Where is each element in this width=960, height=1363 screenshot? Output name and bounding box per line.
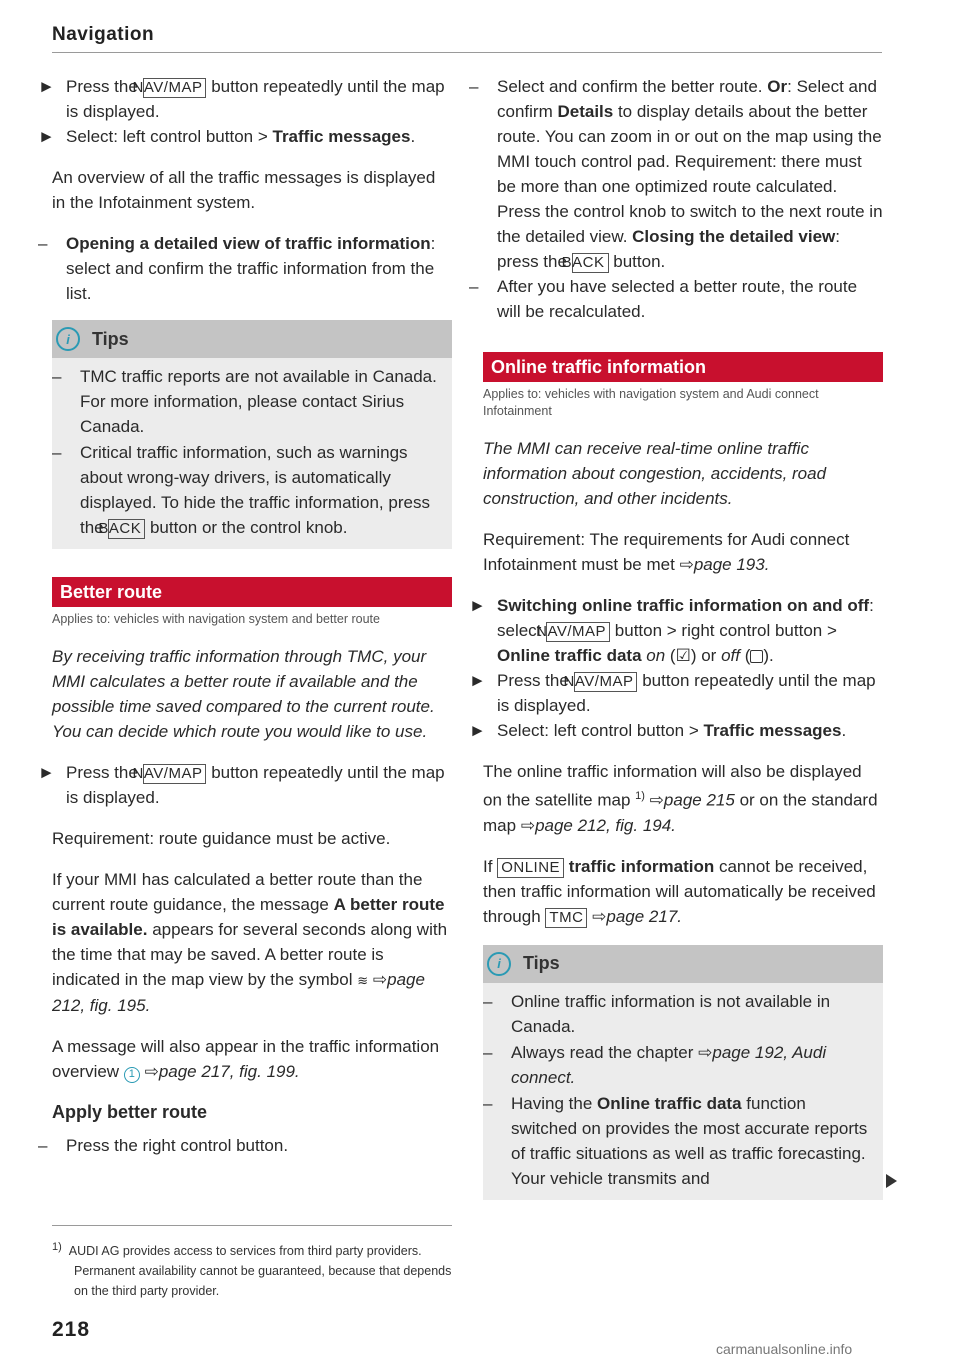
bullet-press-nav-map: ► Press the NAV/MAP button repeatedly until the map is displayed.: [483, 668, 883, 718]
nav-map-key: NAV/MAP: [143, 764, 207, 784]
overview-text: An overview of all the traffic messages is displayed in the Infotainment system.: [52, 168, 436, 212]
arrow-ref-icon: ⇨: [520, 815, 536, 835]
back-key: BACK: [572, 253, 609, 273]
back-key: BACK: [108, 519, 145, 539]
left-column: [38, 74, 452, 1158]
better-route-symbol-icon: ≋: [357, 973, 369, 988]
section-title: Navigation: [52, 24, 155, 45]
apply-item: – Press the right control button.: [38, 1136, 289, 1155]
page-number: 218: [52, 1318, 91, 1341]
arrow-ref-icon: ⇨: [649, 790, 664, 810]
page-header: [52, 24, 882, 53]
bullet-press-nav-map: ► Press the NAV/MAP button repeatedly until the map is displayed.: [52, 74, 452, 124]
nav-map-key: NAV/MAP: [574, 672, 638, 692]
tips-item: – Online traffic information is not available in Canada.: [483, 991, 831, 1036]
tips-box-2: [483, 945, 883, 1200]
info-icon: i: [56, 327, 80, 351]
watermark: carmanualsonline.info: [716, 1341, 853, 1357]
triangle-bullet-icon: ►: [38, 77, 55, 96]
tips-item: – TMC traffic reports are not available in Canada. For more information, please contact Sirius Canada.: [52, 367, 437, 436]
footnote: $^{1)}$ AUDI AG provides access to services from third party providers. Permanent availability cannot be guaranteed, because that depends on the third party provider.: [52, 1241, 452, 1299]
select-better-route-item: – Select and confirm the better route. Or: Select and confirm Details to display details about the better route. You can zoom in or out on the map using the MMI touch control pad. Requirement: there must be more than one optimized route calculated. Press the control knob to switch to the next route in the detailed view. Closing the detailed view: press the BACK button.: [469, 77, 883, 271]
bullet-select-traffic: ► Select: left control button > Traffic messages.: [52, 124, 452, 149]
detail-item: – Opening a detailed view of traffic information: select and confirm the traffic information from the list.: [38, 234, 436, 303]
callout-circle: 1: [124, 1067, 140, 1083]
checkbox-empty-icon: [750, 650, 763, 663]
arrow-ref-icon: ⇨: [592, 906, 607, 926]
arrow-ref-icon: ⇨: [144, 1062, 159, 1081]
online-intro: The MMI can receive real-time online traffic information about congestion, accidents, road construction, and other incidents.: [483, 439, 827, 508]
tips-header: i Tips: [483, 945, 883, 983]
arrow-ref-icon: ⇨: [372, 970, 388, 989]
arrow-ref-icon: ⇨: [679, 555, 694, 574]
apply-better-route-heading: Apply better route: [52, 1102, 208, 1122]
requirement-text: Requirement: route guidance must be active.: [52, 829, 391, 848]
triangle-bullet-icon: ►: [38, 127, 55, 146]
tmc-key: TMC: [545, 908, 587, 928]
after-item: – After you have selected a better route, the route will be recalculated.: [469, 277, 858, 321]
better-route-calc: If your MMI has calculated a better route than the current route guidance, the message A better route is available. appears for several seconds along with the time that may be saved. A better route is indicated in the map view by the symbol ≋ ⇨page 212, fig. 195.: [52, 870, 448, 1015]
online-key: ONLINE: [497, 858, 564, 878]
online-traffic-heading: Online traffic information: [483, 352, 883, 382]
bullet-switch-online: ► Switching online traffic information on and off: select NAV/MAP button > right control button > Online traffic data on (☑) or off ( ).: [483, 593, 883, 668]
footnote-divider: [52, 1225, 452, 1226]
tips-item: – Critical traffic information, such as warnings about wrong-way drivers, is automatically displayed. To hide the traffic information, press the BACK button or the control knob.: [52, 443, 430, 537]
requirement-text: Requirement: The requirements for Audi connect Infotainment must be met ⇨page 193.: [483, 530, 850, 574]
better-route-heading: Better route: [52, 577, 452, 607]
nav-map-key: NAV/MAP: [143, 78, 207, 98]
bullet-select-traffic: ► Select: left control button > Traffic messages.: [483, 718, 883, 743]
triangle-bullet-icon: ►: [469, 721, 486, 740]
tips-box-1: [52, 320, 452, 549]
triangle-bullet-icon: ►: [38, 763, 55, 782]
nav-map-key: NAV/MAP: [546, 622, 610, 642]
message-text: A message will also appear in the traffic information overview 1 ⇨page 217, fig. 199.: [52, 1037, 440, 1081]
satellite-text: The online traffic information will also be displayed on the satellite map $^{1)}$ ⇨page 215 or on the standard map ⇨page 212, fig. 194.: [483, 762, 878, 835]
info-icon: i: [487, 952, 511, 976]
arrow-ref-icon: ⇨: [698, 1042, 713, 1062]
bullet-press-nav-map: ► Press the NAV/MAP button repeatedly until the map is displayed.: [52, 760, 452, 810]
tips-header: i Tips: [52, 320, 452, 358]
continue-arrow-icon: [886, 1174, 897, 1188]
triangle-bullet-icon: ►: [469, 671, 486, 690]
better-route-intro: By receiving traffic information through TMC, your MMI calculates a better route if available and the possible time saved compared to the current route. You can decide which route you would like to use.: [52, 647, 435, 741]
applies-to: Applies to: vehicles with navigation system and Audi connect Infotainment: [483, 387, 819, 418]
applies-to: Applies to: vehicles with navigation system and better route: [52, 612, 380, 626]
triangle-bullet-icon: ►: [469, 596, 486, 615]
checkbox-checked-icon: ☑: [675, 646, 691, 665]
online-fallback-text: If ONLINE traffic information cannot be received, then traffic information will automatically be received through TMC ⇨page 217.: [483, 856, 876, 926]
tips-item: – Always read the chapter ⇨page 192, Audi connect.: [483, 1042, 827, 1087]
right-column: [469, 74, 883, 1200]
footnote-marker: 1): [52, 1241, 62, 1253]
tips-item: – Having the Online traffic data function switched on provides the most accurate reports of traffic situations as well as traffic forecasting. Your vehicle transmits and: [483, 1093, 868, 1188]
